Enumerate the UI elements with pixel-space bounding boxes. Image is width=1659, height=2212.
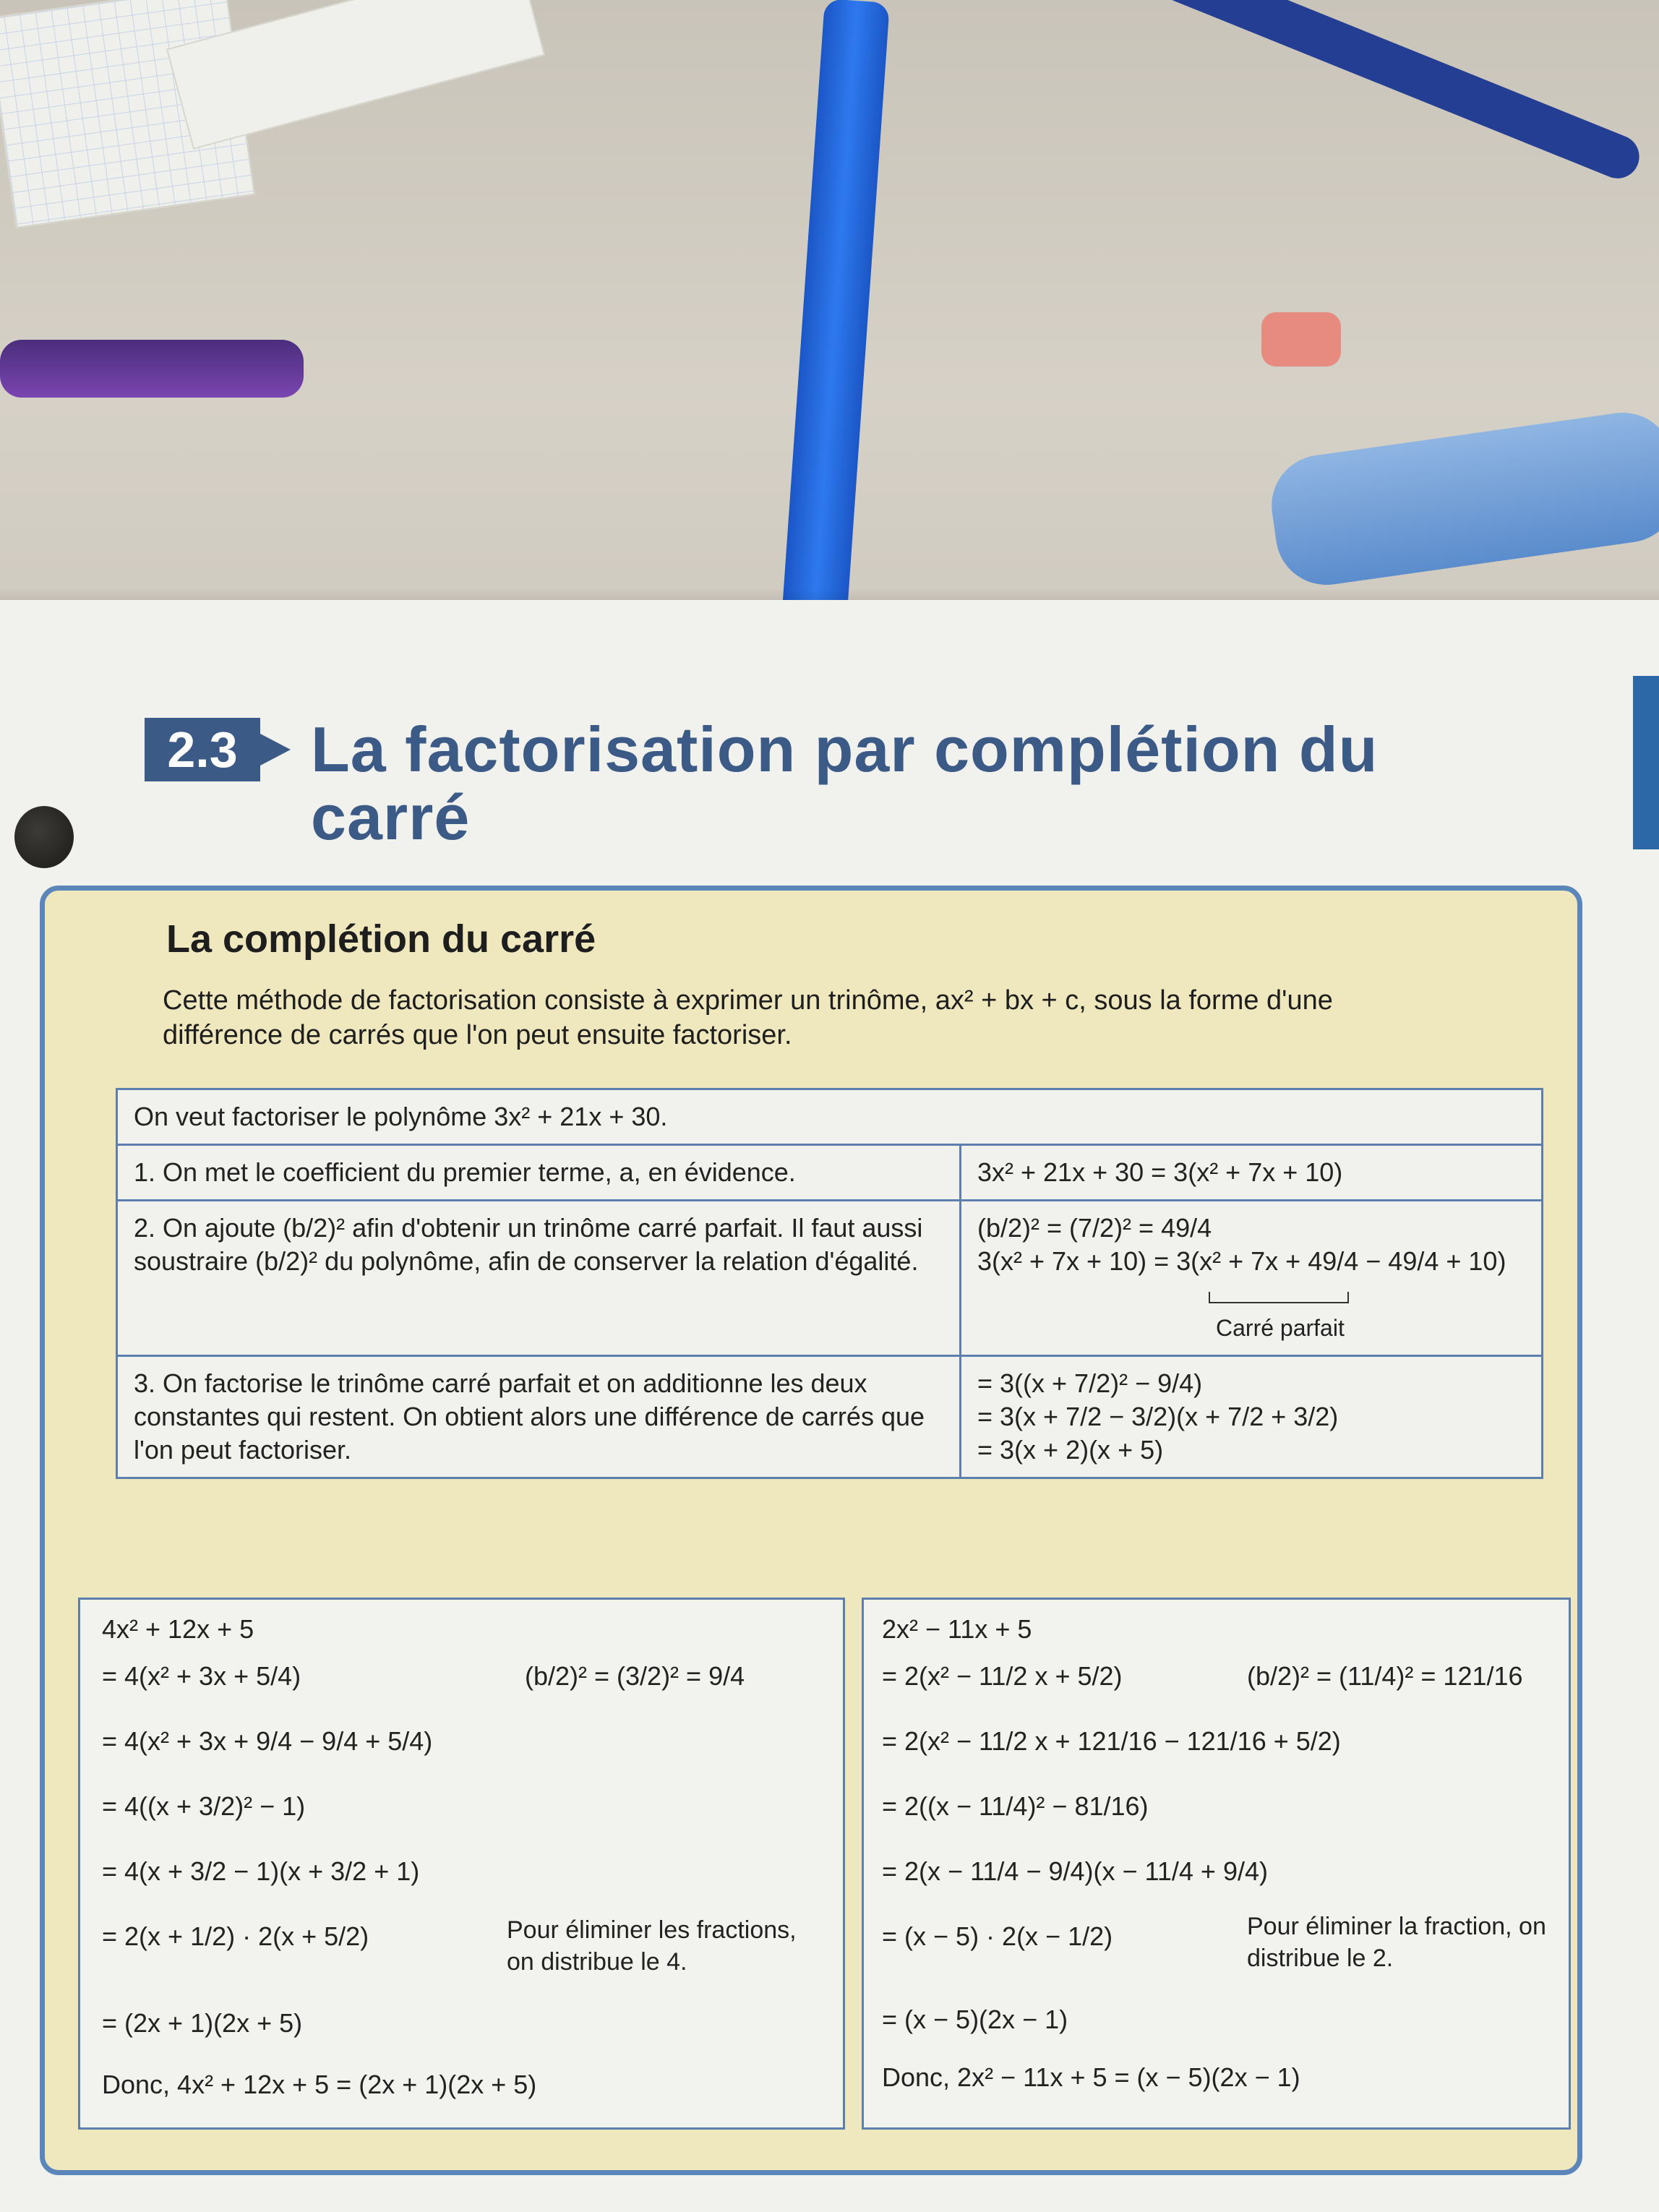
eraser	[1261, 312, 1341, 366]
page-edge-tab	[1633, 676, 1659, 849]
example-line: = 4(x² + 3x + 5/4)	[102, 1661, 301, 1691]
perfect-square-label: Carré parfait	[1216, 1315, 1345, 1341]
blue-pen	[993, 0, 1645, 185]
table-row	[117, 1201, 1543, 1356]
table-row	[117, 1089, 1543, 1145]
example-line: = 4(x² + 3x + 9/4 − 9/4 + 5/4)	[102, 1726, 433, 1756]
example-line: = 4((x + 3/2)² − 1)	[102, 1791, 306, 1821]
example-line: = 2(x² − 11/2 x + 5/2)	[882, 1661, 1123, 1691]
step-3-text: 3. On factorise le trinôme carré parfait et on additionne les deux constantes qui restent. On obtient alors une différence de carrés que l'on peut factoriser.	[117, 1356, 961, 1478]
section-title: La factorisation par complétion du carré	[311, 713, 1379, 853]
table-row	[117, 1145, 1543, 1201]
box-heading: La complétion du carré	[166, 917, 596, 961]
binder-hole	[14, 806, 74, 868]
purple-marker	[0, 340, 304, 398]
underbrace-icon	[1209, 1292, 1349, 1303]
example-line: = 2((x − 11/4)² − 81/16)	[882, 1791, 1149, 1821]
step-2-math	[961, 1201, 1543, 1356]
example-line: = 2(x + 1/2) · 2(x + 5/2)	[102, 1921, 369, 1951]
example-conclusion: Donc, 2x² − 11x + 5 = (x − 5)(2x − 1)	[882, 2062, 1300, 2092]
example-line: 2x² − 11x + 5	[882, 1614, 1032, 1644]
section-number: 2.3	[145, 718, 260, 781]
example-line: = 2(x² − 11/2 x + 121/16 − 121/16 + 5/2)	[882, 1726, 1341, 1756]
step-3-math-line: = 3(x + 2)(x + 5)	[977, 1435, 1164, 1465]
example-side-calc: (b/2)² = (3/2)² = 9/4	[525, 1661, 745, 1691]
example-side-calc: (b/2)² = (11/4)² = 121/16	[1247, 1661, 1523, 1691]
example-line: = (x − 5) · 2(x − 1/2)	[882, 1921, 1113, 1951]
step-2-text: 2. On ajoute (b/2)² afin d'obtenir un trinôme carré parfait. Il faut aussi soustraire (b/2)² du polynôme, afin de conserver la relation d'égalité.	[117, 1201, 961, 1356]
example-line: = 4(x + 3/2 − 1)(x + 3/2 + 1)	[102, 1856, 420, 1886]
step-1-math: 3x² + 21x + 30 = 3(x² + 7x + 10)	[961, 1145, 1543, 1201]
perfect-square-brace	[977, 1278, 1525, 1311]
step-3-math-line: = 3((x + 7/2)² − 9/4)	[977, 1368, 1203, 1398]
section-arrow-icon	[260, 734, 291, 766]
example-note: Pour éliminer la fraction, on distribue le 2.	[1247, 1913, 1546, 1972]
example-line: = 2(x − 11/4 − 9/4)(x − 11/4 + 9/4)	[882, 1856, 1268, 1886]
step-3-math-line: = 3(x + 7/2 − 3/2)(x + 7/2 + 3/2)	[977, 1402, 1339, 1431]
box-intro: Cette méthode de factorisation consiste à exprimer un trinôme, ax² + bx + c, sous la forme d'une différence de carrés que l'on peut ensuite factoriser.	[163, 985, 1333, 1050]
step-1-text: 1. On met le coefficient du premier terme, a, en évidence.	[117, 1145, 961, 1201]
table-row	[117, 1356, 1543, 1478]
example-right	[862, 1598, 1571, 2130]
desk-background	[0, 0, 1659, 651]
example-conclusion: Donc, 4x² + 12x + 5 = (2x + 1)(2x + 5)	[102, 2070, 537, 2099]
step-2-math-line: 3(x² + 7x + 10) = 3(x² + 7x + 49/4 − 49/4 + 10)	[977, 1246, 1506, 1276]
glue-stick	[1265, 406, 1659, 591]
steps-table	[116, 1088, 1543, 1479]
step-3-math	[961, 1356, 1543, 1478]
steps-header: On veut factoriser le polynôme 3x² + 21x + 30.	[117, 1089, 1543, 1145]
blue-ruler	[780, 0, 890, 645]
step-2-math-line: (b/2)² = (7/2)² = 49/4	[977, 1213, 1212, 1243]
example-note: Pour éliminer les fractions, on distribue le 4.	[507, 1916, 797, 1976]
example-line: 4x² + 12x + 5	[102, 1614, 254, 1644]
example-line: = (x − 5)(2x − 1)	[882, 2005, 1068, 2034]
example-line: = (2x + 1)(2x + 5)	[102, 2008, 303, 2038]
example-left	[78, 1598, 845, 2130]
